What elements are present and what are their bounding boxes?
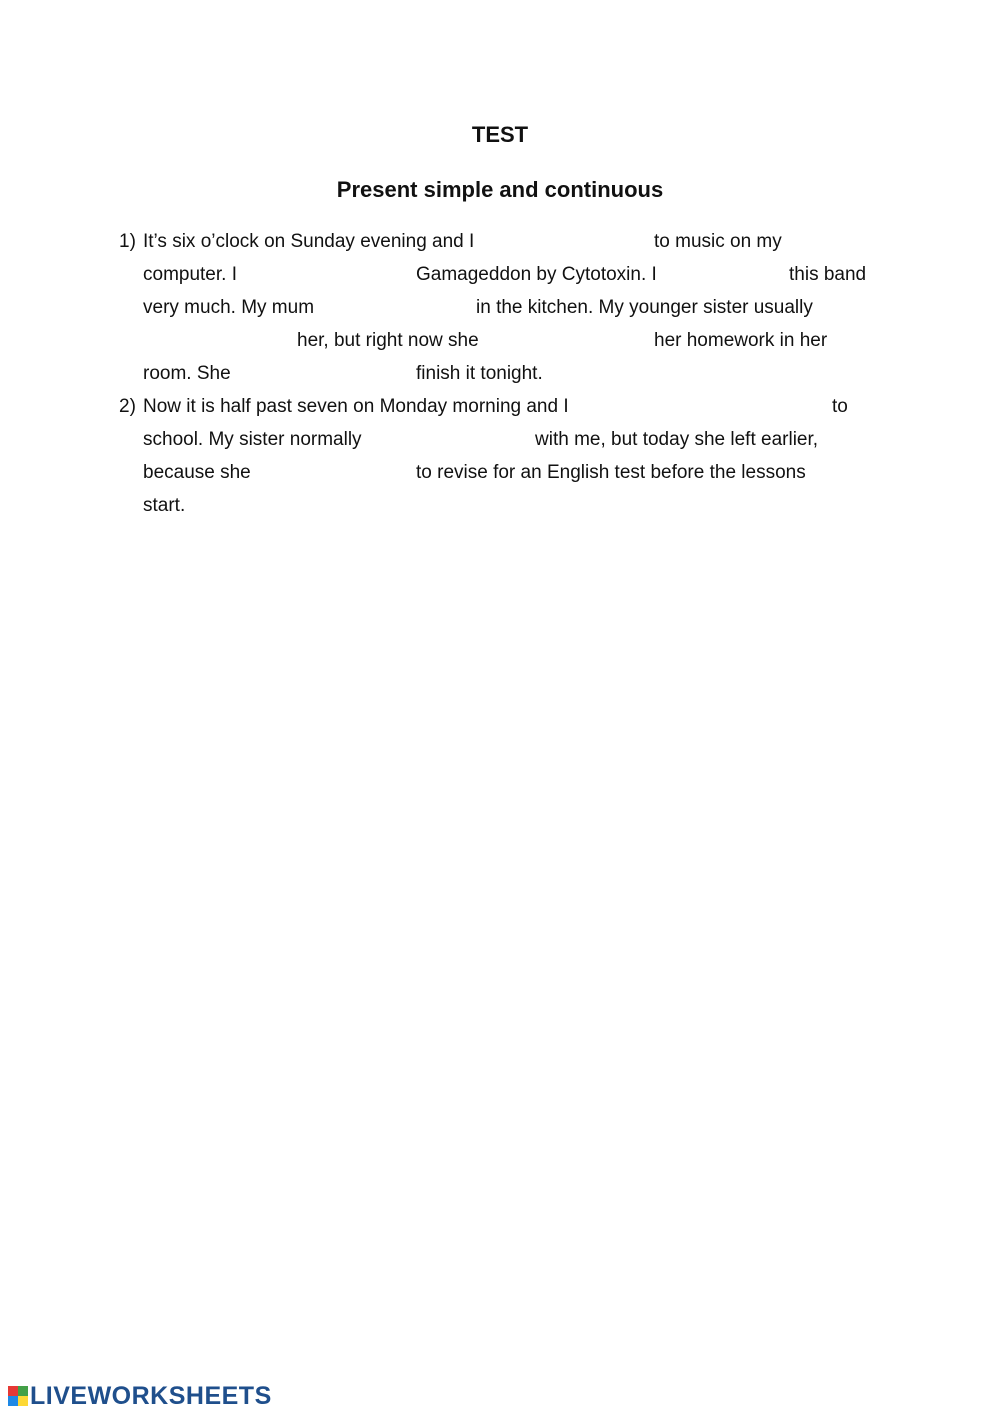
answer-blank[interactable] (632, 395, 826, 419)
text-segment: this band (789, 264, 867, 285)
text-segment: Gamageddon by Cytotoxin. I (416, 264, 657, 285)
exercise-number: 1) (119, 231, 136, 252)
answer-blank[interactable] (515, 230, 650, 254)
page-subtitle: Present simple and continuous (336, 177, 664, 202)
text-segment: start. (143, 495, 186, 516)
text-segment: computer. I (143, 264, 237, 285)
text-segment: Now it is half past seven on Monday morning and I (143, 396, 569, 417)
text-segment: because she (143, 462, 251, 483)
answer-blank[interactable] (514, 329, 649, 353)
text-segment: to (832, 396, 848, 417)
text-segment: to music on my (654, 231, 782, 252)
text-segment: It’s six o’clock on Sunday evening and I (143, 231, 475, 252)
logo-square-yellow (18, 1396, 28, 1406)
answer-blank[interactable] (692, 263, 784, 287)
liveworksheets-logo-icon (8, 1386, 28, 1406)
answer-blank[interactable] (344, 296, 470, 320)
text-segment: school. My sister normally (143, 429, 362, 450)
text-segment: finish it tonight. (416, 363, 543, 384)
brand-name: LIVEWORKSHEETS (30, 1381, 272, 1410)
answer-blank[interactable] (264, 461, 410, 485)
answer-blank[interactable] (258, 263, 410, 287)
logo-square-green (18, 1386, 28, 1396)
text-segment: very much. My mum (143, 297, 315, 318)
text-segment: in the kitchen. My younger sister usually (476, 297, 813, 318)
text-segment: her homework in her (654, 330, 828, 351)
text-segment: room. She (143, 363, 231, 384)
logo-square-red (8, 1386, 18, 1396)
exercise-number: 2) (119, 396, 136, 417)
page-title: TEST (471, 122, 529, 147)
text-segment: to revise for an English test before the lessons (416, 462, 806, 483)
logo-square-blue (8, 1396, 18, 1406)
answer-blank[interactable] (398, 428, 530, 452)
footer-logo[interactable] (8, 1382, 272, 1410)
answer-blank[interactable] (143, 329, 291, 353)
text-segment: her, but right now she (297, 330, 479, 351)
answer-blank[interactable] (246, 362, 410, 386)
text-segment: with me, but today she left earlier, (535, 429, 819, 450)
